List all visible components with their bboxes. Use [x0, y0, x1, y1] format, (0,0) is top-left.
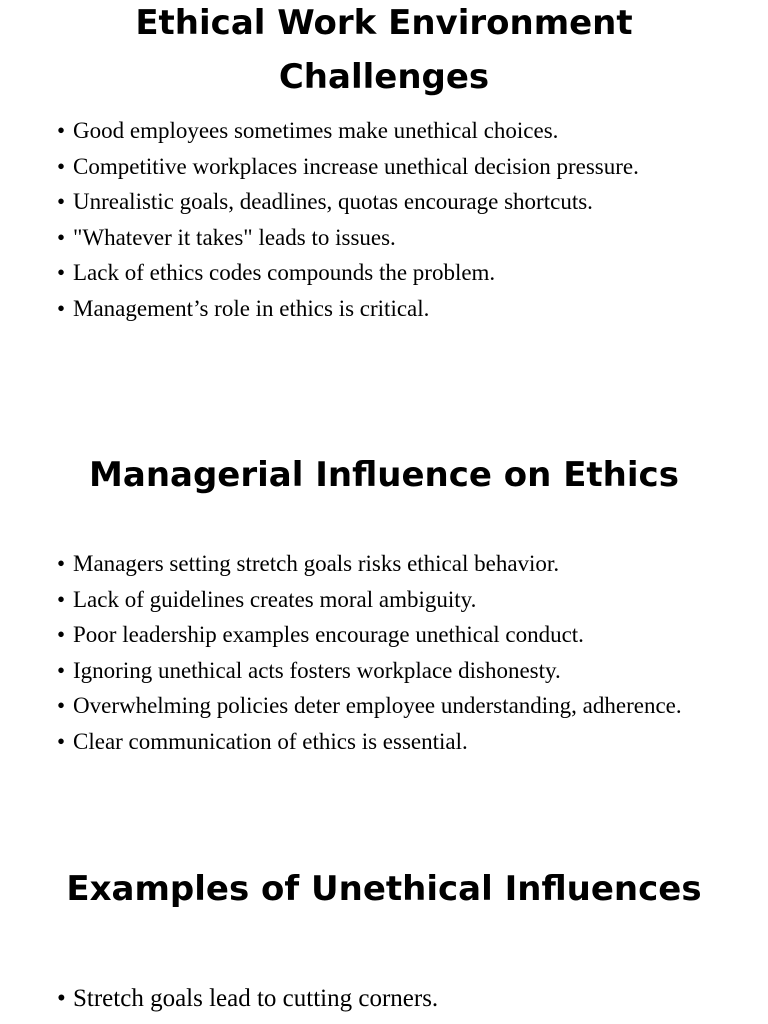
bullet-text: Lack of guidelines creates moral ambiguity.: [73, 586, 477, 612]
bullet-list: [57, 117, 717, 330]
bullet-text: Ignoring unethical acts fosters workplace dishonesty.: [73, 657, 561, 683]
bullet-text: Clear communication of ethics is essential.: [73, 728, 468, 754]
bullet-icon: •: [57, 551, 66, 576]
bullet-text: Competitive workplaces increase unethical decision pressure.: [73, 153, 639, 179]
bullet-icon: •: [57, 728, 66, 754]
bullet-item: [57, 153, 717, 180]
slide-title: Ethical Work Environment Challenges: [135, 3, 633, 97]
bullet-item: [57, 295, 717, 322]
bullet-item: [57, 657, 717, 684]
bullet-icon: •: [57, 118, 66, 143]
bullet-icon: •: [57, 985, 66, 1012]
bullet-icon: •: [57, 622, 66, 647]
bullet-text: Good employees sometimes make unethical choices.: [73, 118, 559, 143]
bullet-list: [57, 984, 717, 1023]
bullet-text: Management’s role in ethics is critical.: [73, 295, 430, 321]
bullet-item: [57, 984, 717, 1014]
bullet-icon: •: [57, 295, 66, 321]
bullet-item: [57, 224, 717, 251]
bullet-item: [57, 259, 717, 286]
bullet-icon: •: [57, 657, 66, 683]
bullet-list: [57, 550, 717, 763]
bullet-text: Unrealistic goals, deadlines, quotas encourage shortcuts.: [73, 189, 593, 214]
bullet-item: [57, 728, 717, 755]
bullet-text: Managers setting stretch goals risks ethical behavior.: [73, 551, 560, 576]
bullet-icon: •: [57, 224, 66, 250]
slide-title: Managerial Influence on Ethics: [89, 455, 679, 495]
bullet-item: [57, 550, 717, 577]
bullet-text: "Whatever it takes" leads to issues.: [73, 224, 396, 250]
bullet-icon: •: [57, 586, 66, 612]
bullet-text: Lack of ethics codes compounds the problem.: [73, 260, 496, 285]
bullet-item: [57, 586, 717, 613]
bullet-icon: •: [57, 189, 66, 214]
bullet-item: [57, 117, 717, 144]
bullet-icon: •: [57, 153, 66, 179]
bullet-icon: •: [57, 260, 66, 285]
bullet-icon: •: [57, 693, 66, 718]
bullet-text: Overwhelming policies deter employee understanding, adherence.: [73, 693, 682, 718]
bullet-item: [57, 692, 717, 719]
bullet-text: Poor leadership examples encourage unethical conduct.: [73, 622, 584, 647]
bullet-item: [57, 188, 717, 215]
bullet-text: Stretch goals lead to cutting corners.: [73, 985, 439, 1012]
slide-title: Examples of Unethical Influences: [66, 869, 702, 909]
bullet-item: [57, 621, 717, 648]
